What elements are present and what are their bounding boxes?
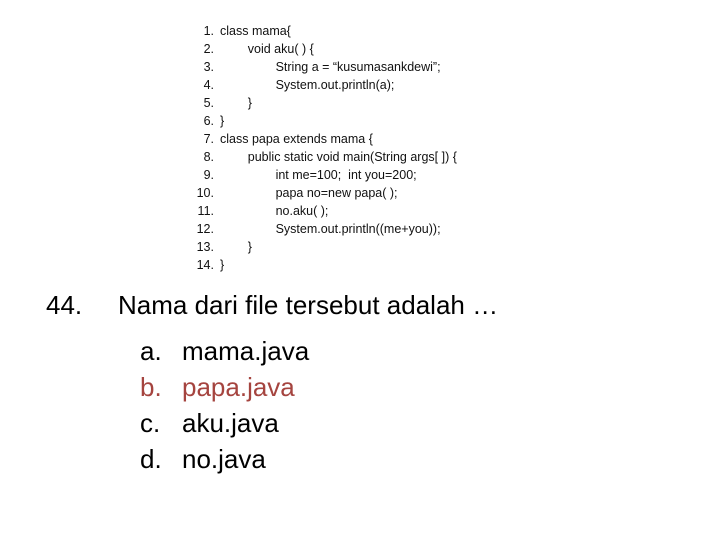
code-text: } xyxy=(220,96,252,110)
line-number: 11. xyxy=(197,204,214,218)
code-text: class papa extends mama { xyxy=(220,132,373,146)
line-number: 1. xyxy=(203,24,214,38)
line-number: 4. xyxy=(203,78,214,92)
code-text: System.out.println((me+you)); xyxy=(220,222,441,236)
line-number: 6. xyxy=(203,114,214,128)
option-letter: a. xyxy=(140,336,162,366)
option-text: aku.java xyxy=(182,408,279,438)
option-text: papa.java xyxy=(182,372,295,402)
line-number: 12. xyxy=(196,222,214,236)
option-letter: c. xyxy=(140,408,161,438)
line-number: 9. xyxy=(203,168,214,182)
option-letter: d. xyxy=(140,444,162,474)
option-letter: b. xyxy=(140,372,162,402)
code-text: void aku( ) { xyxy=(220,42,314,56)
code-text: no.aku( ); xyxy=(220,204,329,218)
code-text: public static void main(String args[ ]) { xyxy=(220,150,457,164)
question-text: Nama dari file tersebut adalah … xyxy=(118,290,499,320)
code-text: } xyxy=(220,240,252,254)
question-number: 44. xyxy=(46,290,83,320)
code-text: String a = “kusumasankdewi”; xyxy=(220,60,441,74)
code-snippet xyxy=(190,22,510,274)
code-text: papa no=new papa( ); xyxy=(220,186,398,200)
line-number: 8. xyxy=(203,150,214,164)
code-text: class mama{ xyxy=(220,24,291,38)
line-number: 13. xyxy=(196,240,214,254)
code-text: } xyxy=(220,114,225,128)
line-number: 7. xyxy=(203,132,214,146)
line-number: 5. xyxy=(203,96,214,110)
code-text: } xyxy=(220,258,225,272)
line-number: 3. xyxy=(203,60,214,74)
code-text: System.out.println(a); xyxy=(220,78,395,92)
line-number: 10. xyxy=(196,186,214,200)
code-text: int me=100; int you=200; xyxy=(220,168,417,182)
line-number: 14. xyxy=(196,258,214,272)
line-number: 2. xyxy=(203,42,214,56)
option-text: mama.java xyxy=(182,336,310,366)
option-text: no.java xyxy=(182,444,266,474)
